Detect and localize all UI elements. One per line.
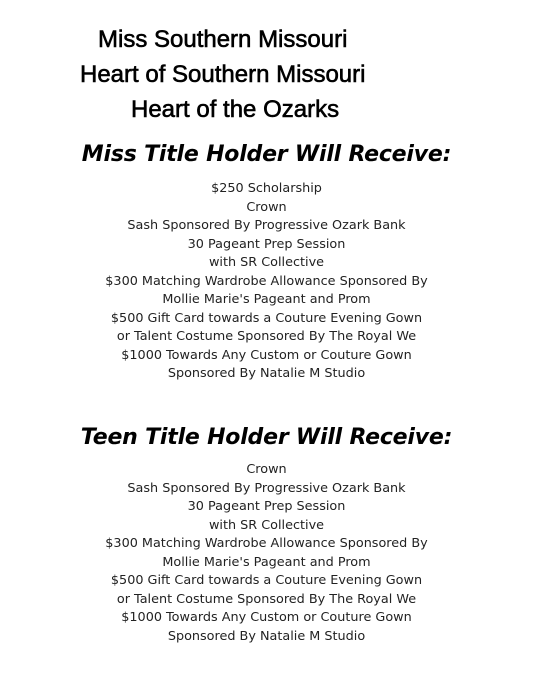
list-item: Sponsored By Natalie M Studio [167,628,366,644]
list-item: or Talent Costume Sponsored By The Royal We [116,329,417,344]
list-item: $300 Matching Wardrobe Allowance Sponsored By [105,536,428,551]
list-item: $500 Gift Card towards a Couture Evening Gown [110,573,423,588]
list-item: 30 Pageant Prep Session [187,236,346,252]
teen-section-heading: Teen Title Holder Will Receive: [80,425,453,450]
title-line-2: Heart of Southern Missouri [80,61,366,88]
list-item: 30 Pageant Prep Session [187,499,346,514]
miss-section-heading: Miss Title Holder Will Receive: [81,142,452,167]
teen-benefits-list [0,461,533,646]
list-item: with SR Collective [208,517,325,533]
list-item: Mollie Marie's Pageant and Prom [162,292,371,307]
title-line-1: Miss Southern Missouri [98,26,348,53]
list-item: $300 Matching Wardrobe Allowance Sponsored By [105,273,428,289]
list-item: Sash Sponsored By Progressive Ozark Bank [127,218,406,233]
list-item: Sash Sponsored By Progressive Ozark Bank [127,480,406,496]
list-item: Mollie Marie's Pageant and Prom [162,554,371,570]
list-item: $1000 Towards Any Custom or Couture Gown [121,610,412,625]
list-item: $1000 Towards Any Custom or Couture Gown [121,347,412,363]
list-item: or Talent Costume Sponsored By The Royal We [116,591,417,607]
list-item: Crown [246,462,287,477]
list-item: $500 Gift Card towards a Couture Evening Gown [110,310,423,326]
list-item: Sponsored By Natalie M Studio [167,366,366,381]
list-item: with SR Collective [208,255,325,270]
list-item: $250 Scholarship [211,181,322,196]
miss-benefits-list [0,180,533,384]
list-item: Crown [246,199,287,215]
title-line-3: Heart of the Ozarks [131,96,340,123]
